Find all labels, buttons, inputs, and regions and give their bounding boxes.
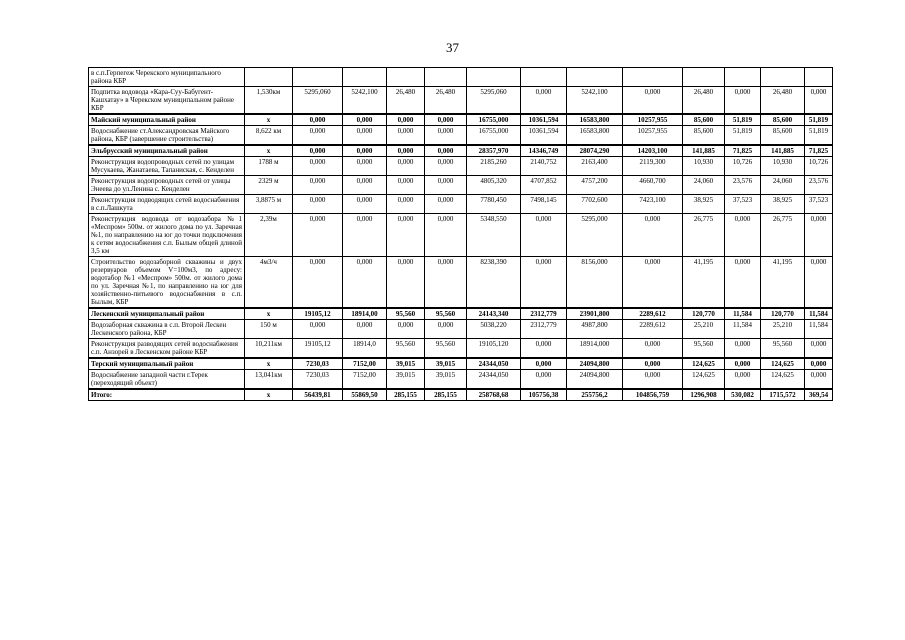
value-cell: 0,000	[805, 358, 833, 370]
value-cell: 39,015	[387, 370, 425, 390]
value-cell: 0,000	[343, 195, 387, 214]
project-name-cell: Водоснабжение ст.Александровская Майского района, КБР (завершение строительства)	[89, 126, 245, 146]
value-cell: 71,825	[805, 145, 833, 157]
value-cell: 25,210	[761, 320, 805, 339]
value-cell: 24094,800	[567, 358, 623, 370]
project-name-cell: Реконструкция водопроводных сетей по улицам Мусукаева, Жанатаева, Тапаниская, с. Кенделен	[89, 157, 245, 176]
value-cell: 0,000	[623, 214, 683, 257]
value-cell: 8238,390	[467, 257, 521, 309]
value-cell: 51,819	[725, 126, 761, 146]
project-name-cell: Водоснабжение западной части г.Терек (переходящий объект)	[89, 370, 245, 390]
value-cell: 0,000	[387, 126, 425, 146]
value-cell: 37,523	[805, 195, 833, 214]
value-cell: 18914,000	[567, 339, 623, 359]
value-cell: 4805,320	[467, 176, 521, 195]
table-row	[89, 339, 833, 359]
table-row	[89, 195, 833, 214]
value-cell	[425, 68, 467, 87]
value-cell: 11,584	[805, 308, 833, 320]
value-cell: 0,000	[343, 114, 387, 126]
table-subtotal-row	[89, 308, 833, 320]
capacity-cell: 2329 м	[245, 176, 293, 195]
value-cell: 285,155	[387, 389, 425, 401]
value-cell: 5242,100	[343, 87, 387, 115]
value-cell: 24,060	[761, 176, 805, 195]
value-cell: 0,000	[293, 157, 343, 176]
project-name-cell: Реконструкция разводящих сетей водоснабжения с.п. Анзорей в Лескенском районе КБР	[89, 339, 245, 359]
value-cell: 0,000	[725, 358, 761, 370]
value-cell: 23,576	[725, 176, 761, 195]
value-cell: 0,000	[725, 339, 761, 359]
value-cell: 0,000	[623, 339, 683, 359]
value-cell: 104856,759	[623, 389, 683, 401]
value-cell: 11,584	[725, 308, 761, 320]
value-cell: 0,000	[293, 320, 343, 339]
project-name-cell: Лескенский муниципальный район	[89, 308, 245, 320]
value-cell: 4660,700	[623, 176, 683, 195]
value-cell: 10,930	[683, 157, 725, 176]
value-cell: 14346,749	[521, 145, 567, 157]
value-cell: 7780,450	[467, 195, 521, 214]
value-cell: 24344,050	[467, 358, 521, 370]
value-cell: 0,000	[725, 87, 761, 115]
value-cell: 25,210	[683, 320, 725, 339]
value-cell: 19105,12	[293, 308, 343, 320]
value-cell: 51,819	[805, 114, 833, 126]
value-cell: 7152,00	[343, 370, 387, 390]
value-cell: 7230,03	[293, 370, 343, 390]
capacity-cell: 13,041км	[245, 370, 293, 390]
value-cell: 26,480	[425, 87, 467, 115]
project-name-cell: Реконструкция подводящих сетей водоснабжения в с.п.Лашкута	[89, 195, 245, 214]
project-name-cell: Строительство водозаборной скважины и двух резервуаров объемом V=100м3, по адресу: водотабор №1 «Меспром» 500м. от жилого дома по ул. Заречная №1, по направлению на юг для хозяйственно-питьевого водоснабжения в с.п. Былым, КБР	[89, 257, 245, 309]
capacity-cell: х	[245, 114, 293, 126]
value-cell	[343, 68, 387, 87]
value-cell: 4987,800	[567, 320, 623, 339]
value-cell: 85,600	[683, 114, 725, 126]
value-cell: 7702,600	[567, 195, 623, 214]
value-cell: 0,000	[425, 320, 467, 339]
value-cell: 95,560	[387, 339, 425, 359]
value-cell: 85,600	[761, 114, 805, 126]
value-cell: 19105,120	[467, 339, 521, 359]
value-cell: 7423,100	[623, 195, 683, 214]
value-cell: 0,000	[387, 320, 425, 339]
value-cell: 51,819	[805, 126, 833, 146]
value-cell: 0,000	[387, 145, 425, 157]
table-row	[89, 157, 833, 176]
value-cell: 258768,68	[467, 389, 521, 401]
value-cell: 0,000	[805, 87, 833, 115]
table-row	[89, 68, 833, 87]
value-cell: 10257,955	[623, 114, 683, 126]
value-cell: 26,480	[387, 87, 425, 115]
value-cell: 0,000	[343, 257, 387, 309]
value-cell: 10,930	[761, 157, 805, 176]
table-row	[89, 370, 833, 390]
value-cell: 0,000	[623, 370, 683, 390]
value-cell: 0,000	[725, 370, 761, 390]
value-cell: 141,885	[761, 145, 805, 157]
table-row	[89, 126, 833, 146]
value-cell: 38,925	[761, 195, 805, 214]
value-cell: 369,54	[805, 389, 833, 401]
capacity-cell: х	[245, 145, 293, 157]
project-name-cell: Подпитка водовода «Кара-Суу-Бабугент-Кашхатау» в Черекском муниципальном районе КБР	[89, 87, 245, 115]
value-cell: 95,560	[761, 339, 805, 359]
value-cell: 95,560	[683, 339, 725, 359]
capacity-cell: 1,530км	[245, 87, 293, 115]
value-cell: 2140,752	[521, 157, 567, 176]
value-cell	[521, 68, 567, 87]
value-cell: 0,000	[521, 214, 567, 257]
capacity-cell: 8,622 км	[245, 126, 293, 146]
value-cell: 105756,38	[521, 389, 567, 401]
value-cell: 0,000	[805, 370, 833, 390]
value-cell: 28074,290	[567, 145, 623, 157]
table-row	[89, 87, 833, 115]
value-cell: 124,625	[683, 370, 725, 390]
value-cell: 2163,400	[567, 157, 623, 176]
value-cell: 0,000	[387, 114, 425, 126]
project-name-cell: Эльбрусский муниципальный район	[89, 145, 245, 157]
value-cell: 16583,800	[567, 114, 623, 126]
value-cell: 0,000	[521, 370, 567, 390]
value-cell: 11,584	[725, 320, 761, 339]
value-cell	[467, 68, 521, 87]
value-cell: 0,000	[425, 257, 467, 309]
value-cell: 0,000	[387, 214, 425, 257]
value-cell: 7152,00	[343, 358, 387, 370]
value-cell: 0,000	[293, 176, 343, 195]
value-cell: 0,000	[293, 214, 343, 257]
value-cell: 0,000	[425, 157, 467, 176]
value-cell: 18914,00	[343, 308, 387, 320]
value-cell: 120,770	[761, 308, 805, 320]
value-cell: 5348,550	[467, 214, 521, 257]
project-name-cell: Майский муниципальный район	[89, 114, 245, 126]
capacity-cell: х	[245, 358, 293, 370]
value-cell: 285,155	[425, 389, 467, 401]
value-cell: 0,000	[623, 358, 683, 370]
value-cell: 85,600	[761, 126, 805, 146]
value-cell: 0,000	[343, 214, 387, 257]
value-cell: 26,480	[683, 87, 725, 115]
value-cell: 0,000	[343, 176, 387, 195]
value-cell: 0,000	[293, 257, 343, 309]
table-row	[89, 214, 833, 257]
value-cell: 56439,81	[293, 389, 343, 401]
value-cell: 0,000	[725, 257, 761, 309]
value-cell: 124,625	[761, 358, 805, 370]
value-cell: 26,775	[683, 214, 725, 257]
value-cell: 19105,12	[293, 339, 343, 359]
value-cell: 124,625	[761, 370, 805, 390]
project-name-cell: Реконструкция водопроводных сетей от улицы Энеева до ул.Ленина с. Кенделен	[89, 176, 245, 195]
table-row	[89, 257, 833, 309]
value-cell: 16755,000	[467, 114, 521, 126]
value-cell: 5295,060	[467, 87, 521, 115]
value-cell: 1715,572	[761, 389, 805, 401]
value-cell: 24,060	[683, 176, 725, 195]
value-cell: 2312,779	[521, 308, 567, 320]
value-cell: 0,000	[521, 358, 567, 370]
value-cell	[623, 68, 683, 87]
value-cell: 0,000	[343, 320, 387, 339]
value-cell: 38,925	[683, 195, 725, 214]
value-cell: 5295,000	[567, 214, 623, 257]
value-cell: 39,015	[425, 358, 467, 370]
value-cell: 10,726	[805, 157, 833, 176]
value-cell: 24143,340	[467, 308, 521, 320]
value-cell: 0,000	[425, 114, 467, 126]
value-cell: 530,082	[725, 389, 761, 401]
table-row	[89, 176, 833, 195]
table-subtotal-row	[89, 358, 833, 370]
value-cell: 255756,2	[567, 389, 623, 401]
value-cell	[725, 68, 761, 87]
value-cell: 71,825	[725, 145, 761, 157]
value-cell: 120,770	[683, 308, 725, 320]
value-cell: 4707,852	[521, 176, 567, 195]
table-row	[89, 320, 833, 339]
table-subtotal-row	[89, 145, 833, 157]
value-cell: 0,000	[343, 126, 387, 146]
value-cell: 0,000	[521, 257, 567, 309]
value-cell: 0,000	[293, 145, 343, 157]
value-cell: 0,000	[425, 195, 467, 214]
value-cell: 0,000	[425, 126, 467, 146]
value-cell: 0,000	[623, 87, 683, 115]
table-subtotal-row	[89, 114, 833, 126]
value-cell: 0,000	[293, 114, 343, 126]
value-cell: 5038,220	[467, 320, 521, 339]
value-cell: 95,560	[387, 308, 425, 320]
value-cell: 8156,000	[567, 257, 623, 309]
value-cell: 0,000	[387, 176, 425, 195]
value-cell: 2119,300	[623, 157, 683, 176]
value-cell: 0,000	[521, 87, 567, 115]
value-cell: 0,000	[387, 257, 425, 309]
value-cell: 23,576	[805, 176, 833, 195]
project-name-cell: в с.п.Герпегеж Черекского муниципального района КБР	[89, 68, 245, 87]
project-name-cell: Итого:	[89, 389, 245, 401]
value-cell	[761, 68, 805, 87]
value-cell: 0,000	[387, 195, 425, 214]
value-cell: 37,523	[725, 195, 761, 214]
value-cell: 14203,100	[623, 145, 683, 157]
value-cell: 28357,970	[467, 145, 521, 157]
value-cell: 0,000	[623, 257, 683, 309]
value-cell: 95,560	[425, 308, 467, 320]
capacity-cell: 2,39м	[245, 214, 293, 257]
capacity-cell: 150 м	[245, 320, 293, 339]
project-name-cell: Терский муниципальный район	[89, 358, 245, 370]
value-cell: 10,726	[725, 157, 761, 176]
capacity-cell: 1788 м	[245, 157, 293, 176]
value-cell: 0,000	[343, 145, 387, 157]
value-cell: 1296,908	[683, 389, 725, 401]
value-cell: 2185,260	[467, 157, 521, 176]
value-cell: 2289,612	[623, 320, 683, 339]
value-cell: 0,000	[425, 214, 467, 257]
capacity-cell: 4м3/ч	[245, 257, 293, 309]
value-cell: 0,000	[805, 214, 833, 257]
value-cell	[805, 68, 833, 87]
value-cell: 5242,100	[567, 87, 623, 115]
value-cell: 85,600	[683, 126, 725, 146]
value-cell: 0,000	[425, 145, 467, 157]
capacity-cell: х	[245, 389, 293, 401]
value-cell: 26,775	[761, 214, 805, 257]
capacity-cell	[245, 68, 293, 87]
value-cell: 18914,0	[343, 339, 387, 359]
value-cell: 10361,594	[521, 114, 567, 126]
value-cell: 10257,955	[623, 126, 683, 146]
value-cell: 0,000	[293, 126, 343, 146]
capacity-cell: 3,8875 м	[245, 195, 293, 214]
value-cell: 24094,800	[567, 370, 623, 390]
value-cell	[683, 68, 725, 87]
value-cell: 0,000	[805, 339, 833, 359]
funding-table	[88, 67, 833, 401]
value-cell: 11,584	[805, 320, 833, 339]
value-cell	[387, 68, 425, 87]
value-cell: 0,000	[387, 157, 425, 176]
value-cell: 16583,800	[567, 126, 623, 146]
capacity-cell: 10,211км	[245, 339, 293, 359]
value-cell: 124,625	[683, 358, 725, 370]
value-cell: 4757,200	[567, 176, 623, 195]
value-cell: 0,000	[521, 339, 567, 359]
value-cell: 0,000	[805, 257, 833, 309]
capacity-cell: х	[245, 308, 293, 320]
value-cell: 0,000	[725, 214, 761, 257]
value-cell: 41,195	[683, 257, 725, 309]
project-name-cell: Водозаборная скважина в с.п. Второй Лескен Лескенского района, КБР	[89, 320, 245, 339]
value-cell: 26,480	[761, 87, 805, 115]
value-cell: 10361,594	[521, 126, 567, 146]
value-cell: 16755,000	[467, 126, 521, 146]
value-cell: 5295,060	[293, 87, 343, 115]
value-cell: 7498,145	[521, 195, 567, 214]
value-cell: 141,885	[683, 145, 725, 157]
value-cell: 41,195	[761, 257, 805, 309]
value-cell: 2289,612	[623, 308, 683, 320]
value-cell: 51,819	[725, 114, 761, 126]
value-cell	[293, 68, 343, 87]
project-name-cell: Реконструкция водовода от водозабора №1 «Меспром» 500м. от жилого дома по ул. Заречная №1, по направлению на юг до точки подключения к сетям водоснабжения с.п. Былым общей длиной 3,5 км	[89, 214, 245, 257]
page-number: 37	[446, 40, 459, 55]
value-cell: 23901,800	[567, 308, 623, 320]
value-cell: 39,015	[425, 370, 467, 390]
value-cell: 7230,03	[293, 358, 343, 370]
value-cell: 95,560	[425, 339, 467, 359]
value-cell	[567, 68, 623, 87]
value-cell: 39,015	[387, 358, 425, 370]
value-cell: 0,000	[343, 157, 387, 176]
value-cell: 24344,050	[467, 370, 521, 390]
value-cell: 0,000	[425, 176, 467, 195]
value-cell: 55869,50	[343, 389, 387, 401]
table-subtotal-row	[89, 389, 833, 401]
value-cell: 2312,779	[521, 320, 567, 339]
value-cell: 0,000	[293, 195, 343, 214]
